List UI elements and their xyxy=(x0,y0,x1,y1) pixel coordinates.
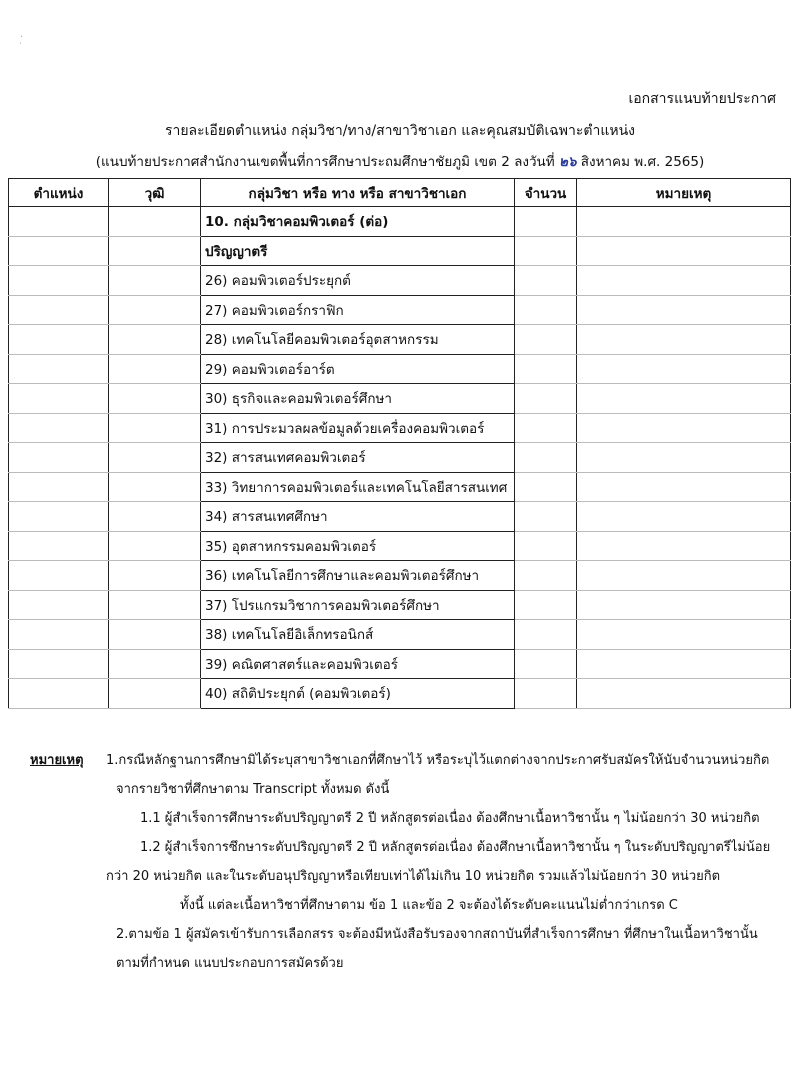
remarks-cell xyxy=(577,413,791,443)
note-text: จากรายวิชาที่ศึกษาตาม Transcript ทั้งหมด ดังนี้ xyxy=(116,782,390,797)
table-row xyxy=(9,443,791,473)
remarks-cell xyxy=(577,207,791,237)
count-cell xyxy=(515,590,577,620)
subject-cell: 29) คอมพิวเตอร์อาร์ต xyxy=(201,354,515,384)
count-cell xyxy=(515,295,577,325)
note-line xyxy=(30,920,790,949)
column-header-qualification: วุฒิ xyxy=(109,179,201,207)
position-cell xyxy=(9,295,109,325)
count-cell xyxy=(515,266,577,296)
handwritten-date: ๒๖ xyxy=(558,154,577,170)
scan-speck: · xyxy=(20,32,24,43)
count-cell xyxy=(515,236,577,266)
subject-cell: 31) การประมวลผลข้อมูลด้วยเครื่องคอมพิวเตอร์ xyxy=(201,413,515,443)
remarks-cell xyxy=(577,295,791,325)
note-text: ตามที่กำหนด แนบประกอบการสมัครด้วย xyxy=(116,956,344,971)
position-cell xyxy=(9,649,109,679)
qualification-cell xyxy=(109,354,201,384)
position-cell xyxy=(9,354,109,384)
count-cell xyxy=(515,207,577,237)
subject-cell: 38) เทคโนโลยีอิเล็กทรอนิกส์ xyxy=(201,620,515,650)
position-cell xyxy=(9,266,109,296)
subject-cell: ปริญญาตรี xyxy=(201,236,515,266)
subject-cell: 27) คอมพิวเตอร์กราฟิก xyxy=(201,295,515,325)
note-line xyxy=(30,862,790,891)
document-title: รายละเอียดตำแหน่ง กลุ่มวิชา/ทาง/สาขาวิชาเอก และคุณสมบัติเฉพาะตำแหน่ง xyxy=(164,123,636,139)
table-row xyxy=(9,531,791,561)
count-cell xyxy=(515,472,577,502)
position-cell xyxy=(9,531,109,561)
position-cell xyxy=(9,502,109,532)
notes-section xyxy=(30,746,790,978)
qualification-cell xyxy=(109,502,201,532)
table-row xyxy=(9,325,791,355)
remarks-cell xyxy=(577,236,791,266)
qualification-cell xyxy=(109,384,201,414)
note-line xyxy=(30,804,790,833)
subject-cell: 37) โปรแกรมวิชาการคอมพิวเตอร์ศึกษา xyxy=(201,590,515,620)
remarks-cell xyxy=(577,590,791,620)
count-cell xyxy=(515,620,577,650)
remarks-cell xyxy=(577,561,791,591)
position-cell xyxy=(9,561,109,591)
notes-label: หมายเหตุ xyxy=(30,753,84,768)
table-row xyxy=(9,354,791,384)
table-row xyxy=(9,590,791,620)
column-header-position: ตำแหน่ง xyxy=(9,179,109,207)
qualification-cell xyxy=(109,325,201,355)
subject-cell: 10. กลุ่มวิชาคอมพิวเตอร์ (ต่อ) xyxy=(201,207,515,237)
subject-cell: 35) อุตสาหกรรมคอมพิวเตอร์ xyxy=(201,531,515,561)
table-row xyxy=(9,679,791,709)
table-row xyxy=(9,561,791,591)
subject-cell: 33) วิทยาการคอมพิวเตอร์และเทคโนโลยีสารสนเทศ xyxy=(201,472,515,502)
count-cell xyxy=(515,413,577,443)
qualification-cell xyxy=(109,266,201,296)
subject-cell: 34) สารสนเทศศึกษา xyxy=(201,502,515,532)
note-line xyxy=(30,775,790,804)
document-label: เอกสารแนบท้ายประกาศ xyxy=(628,91,776,107)
position-cell xyxy=(9,384,109,414)
position-table xyxy=(8,178,791,709)
remarks-cell xyxy=(577,472,791,502)
qualification-cell xyxy=(109,531,201,561)
count-cell xyxy=(515,354,577,384)
table-row xyxy=(9,384,791,414)
count-cell xyxy=(515,679,577,709)
subtitle-after: สิงหาคม พ.ศ. 2565) xyxy=(580,154,705,170)
remarks-cell xyxy=(577,354,791,384)
subject-cell: 30) ธุรกิจและคอมพิวเตอร์ศึกษา xyxy=(201,384,515,414)
qualification-cell xyxy=(109,679,201,709)
table-row xyxy=(9,620,791,650)
qualification-cell xyxy=(109,472,201,502)
qualification-cell xyxy=(109,413,201,443)
qualification-cell xyxy=(109,207,201,237)
position-cell xyxy=(9,236,109,266)
remarks-cell xyxy=(577,620,791,650)
remarks-cell xyxy=(577,443,791,473)
subtitle-before: (แนบท้ายประกาศสำนักงานเขตพื้นที่การศึกษาประถมศึกษาชัยภูมิ เขต 2 ลงวันที่ xyxy=(95,154,555,170)
note-line xyxy=(30,833,790,862)
count-cell xyxy=(515,502,577,532)
table-row xyxy=(9,649,791,679)
remarks-cell xyxy=(577,531,791,561)
qualification-cell xyxy=(109,649,201,679)
subject-cell: 39) คณิตศาสตร์และคอมพิวเตอร์ xyxy=(201,649,515,679)
count-cell xyxy=(515,384,577,414)
note-line xyxy=(30,949,790,978)
qualification-cell xyxy=(109,443,201,473)
remarks-cell xyxy=(577,266,791,296)
table-body xyxy=(9,207,791,709)
position-cell xyxy=(9,472,109,502)
table-row xyxy=(9,236,791,266)
remarks-cell xyxy=(577,325,791,355)
count-cell xyxy=(515,325,577,355)
count-cell xyxy=(515,443,577,473)
count-cell xyxy=(515,531,577,561)
remarks-cell xyxy=(577,502,791,532)
scan-speck: ˙ xyxy=(18,42,23,53)
remarks-cell xyxy=(577,679,791,709)
subject-cell: 40) สถิติประยุกต์ (คอมพิวเตอร์) xyxy=(201,679,515,709)
note-text: 2.ตามข้อ 1 ผู้สมัครเข้ารับการเลือกสรร จะต้องมีหนังสือรับรองจากสถาบันที่สำเร็จการศึกษา ที่ศึกษาในเนื้อหาวิชานั้น xyxy=(116,927,758,942)
position-cell xyxy=(9,679,109,709)
qualification-cell xyxy=(109,295,201,325)
column-header-subject: กลุ่มวิชา หรือ ทาง หรือ สาขาวิชาเอก xyxy=(201,179,515,207)
note-text: 1.1 ผู้สำเร็จการศึกษาระดับปริญญาตรี 2 ปี หลักสูตรต่อเนื่อง ต้องศึกษาเนื้อหาวิชานั้น ๆ ไม่น้อยกว่า 30 หน่วยกิต xyxy=(140,811,760,826)
subject-cell: 28) เทคโนโลยีคอมพิวเตอร์อุตสาหกรรม xyxy=(201,325,515,355)
subject-cell: 26) คอมพิวเตอร์ประยุกต์ xyxy=(201,266,515,296)
position-cell xyxy=(9,443,109,473)
note-text: กว่า 20 หน่วยกิต และในระดับอนุปริญญาหรือเทียบเท่าได้ไม่เกิน 10 หน่วยกิต รวมแล้วไม่น้อยกว่า 30 หน่วยกิต xyxy=(106,869,721,884)
table-row xyxy=(9,472,791,502)
table-row xyxy=(9,413,791,443)
note-line xyxy=(30,891,790,920)
qualification-cell xyxy=(109,561,201,591)
table-row xyxy=(9,207,791,237)
count-cell xyxy=(515,649,577,679)
qualification-cell xyxy=(109,236,201,266)
position-cell xyxy=(9,325,109,355)
column-header-remarks: หมายเหตุ xyxy=(577,179,791,207)
count-cell xyxy=(515,561,577,591)
subject-cell: 32) สารสนเทศคอมพิวเตอร์ xyxy=(201,443,515,473)
position-cell xyxy=(9,620,109,650)
document-subtitle xyxy=(0,150,800,172)
table-row xyxy=(9,502,791,532)
table-row xyxy=(9,295,791,325)
note-text: 1.กรณีหลักฐานการศึกษามิได้ระบุสาขาวิชาเอกที่ศึกษาไว้ หรือระบุไว้แตกต่างจากประกาศรับสมัครให้นับจำนวนหน่วยกิต xyxy=(106,753,770,768)
remarks-cell xyxy=(577,384,791,414)
note-text: 1.2 ผู้สำเร็จการซึกษาระดับปริญญาตรี 2 ปี หลักสูตรต่อเนื่อง ต้องศึกษาเนื้อหาวิชานั้น ๆ ในระดับปริญญาตรีไม่น้อย xyxy=(140,840,771,855)
column-header-count: จำนวน xyxy=(515,179,577,207)
position-cell xyxy=(9,590,109,620)
qualification-cell xyxy=(109,590,201,620)
remarks-cell xyxy=(577,649,791,679)
qualification-cell xyxy=(109,620,201,650)
note-line xyxy=(30,746,790,775)
note-text: ทั้งนี้ แต่ละเนื้อหาวิชาที่ศึกษาตาม ข้อ 1 และข้อ 2 จะต้องได้ระดับคะแนนไม่ต่ำกว่าเกรด C xyxy=(180,898,678,913)
table-row xyxy=(9,266,791,296)
position-cell xyxy=(9,207,109,237)
subject-cell: 36) เทคโนโลยีการศึกษาและคอมพิวเตอร์ศึกษา xyxy=(201,561,515,591)
position-cell xyxy=(9,413,109,443)
table-header-row xyxy=(9,179,791,207)
